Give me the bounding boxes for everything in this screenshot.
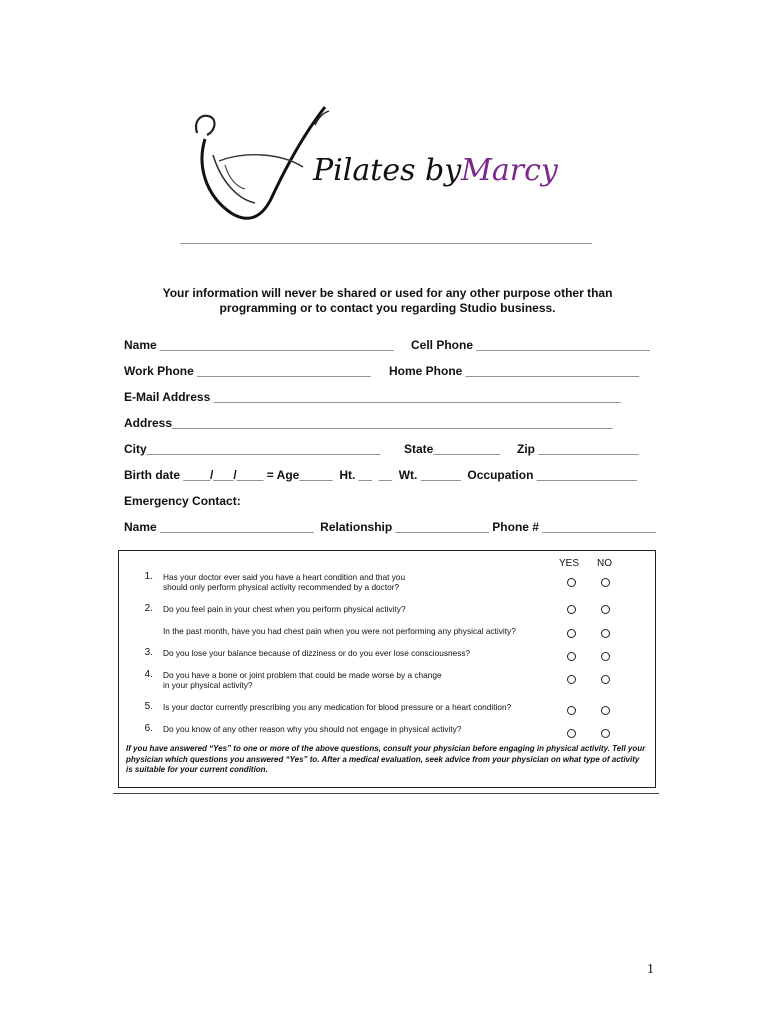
logo-divider <box>180 243 592 244</box>
physician-advisory-note: If you have answered “Yes” to one or more of the above questions, consult your physician before engaging in physical activity. Tell your physician which questions you answered “Yes” to. After a medical evaluation, seek advice from your physician on what type of activity is suitable for your current condition. <box>126 744 646 774</box>
question-line: should only perform physical activity recommended by a doctor? <box>163 582 400 592</box>
emergency-contact-field[interactable]: Name _______________________ Relationship ______________ Phone # _________________ <box>124 520 656 534</box>
yes-radio[interactable] <box>567 675 576 684</box>
yes-radio[interactable] <box>567 706 576 715</box>
yes-radio[interactable] <box>567 652 576 661</box>
yes-radio[interactable] <box>567 578 576 587</box>
intro-line-1: Your information will never be shared or used for any other purpose other than <box>162 286 613 300</box>
question-text <box>163 626 563 636</box>
no-header: NO <box>597 558 612 569</box>
brand-text-second: Marcy <box>461 153 558 188</box>
yes-radio[interactable] <box>567 629 576 638</box>
birth-info-field[interactable]: Birth date ____/___/____ = Age_____ Ht. __ __ Wt. ______ Occupation _______________ <box>124 468 637 482</box>
cell-phone-field[interactable]: Cell Phone __________________________ <box>411 338 650 352</box>
no-radio[interactable] <box>601 605 610 614</box>
question-number: 2. <box>144 603 153 614</box>
home-phone-field[interactable]: Home Phone __________________________ <box>389 364 640 378</box>
question-text <box>163 648 563 658</box>
question-number: 1. <box>144 571 153 582</box>
question-line: Do you have a bone or joint problem that could be made worse by a change <box>163 670 442 680</box>
question-number: 5. <box>144 701 153 712</box>
name-field[interactable]: Name ___________________________________ <box>124 338 394 352</box>
work-phone-field[interactable]: Work Phone __________________________ <box>124 364 371 378</box>
question-number: 6. <box>144 723 153 734</box>
no-radio[interactable] <box>601 578 610 587</box>
question-line: Do you feel pain in your chest when you perform physical activity? <box>163 604 406 614</box>
address-field[interactable]: Address__________________________________________________________________ <box>124 416 613 430</box>
page-number: 1 <box>647 962 654 977</box>
emergency-contact-heading: Emergency Contact: <box>124 494 241 508</box>
no-radio[interactable] <box>601 629 610 638</box>
no-radio[interactable] <box>601 729 610 738</box>
question-number: 3. <box>144 647 153 658</box>
state-field[interactable]: State__________ <box>404 442 501 456</box>
question-line: In the past month, have you had chest pain when you were not performing any physical activity? <box>163 626 516 636</box>
no-radio[interactable] <box>601 706 610 715</box>
question-text <box>163 702 563 712</box>
yes-radio[interactable] <box>567 729 576 738</box>
question-text <box>163 604 563 614</box>
intro-line-2: programming or to contact you regarding Studio business. <box>219 301 556 315</box>
question-number: 4. <box>144 669 153 680</box>
question-line: in your physical activity? <box>163 680 253 690</box>
question-text <box>163 670 563 690</box>
questionnaire-underline <box>113 793 659 794</box>
no-radio[interactable] <box>601 675 610 684</box>
yes-header: YES <box>559 558 580 569</box>
city-field[interactable]: City___________________________________ <box>124 442 381 456</box>
email-field[interactable]: E-Mail Address _____________________________________________________________ <box>124 390 621 404</box>
question-line: Has your doctor ever said you have a heart condition and that you <box>163 572 406 582</box>
question-text <box>163 572 563 592</box>
question-line: Is your doctor currently prescribing you any medication for blood pressure or a heart condition? <box>163 702 512 712</box>
no-radio[interactable] <box>601 652 610 661</box>
brand-text-first: Pilates by <box>313 153 462 188</box>
question-line: Do you know of any other reason why you should not engage in physical activity? <box>163 724 462 734</box>
zip-field[interactable]: Zip _______________ <box>517 442 639 456</box>
question-text <box>163 724 563 734</box>
logo <box>185 95 605 235</box>
yes-radio[interactable] <box>567 605 576 614</box>
question-line: Do you lose your balance because of dizziness or do you ever lose consciousness? <box>163 648 471 658</box>
